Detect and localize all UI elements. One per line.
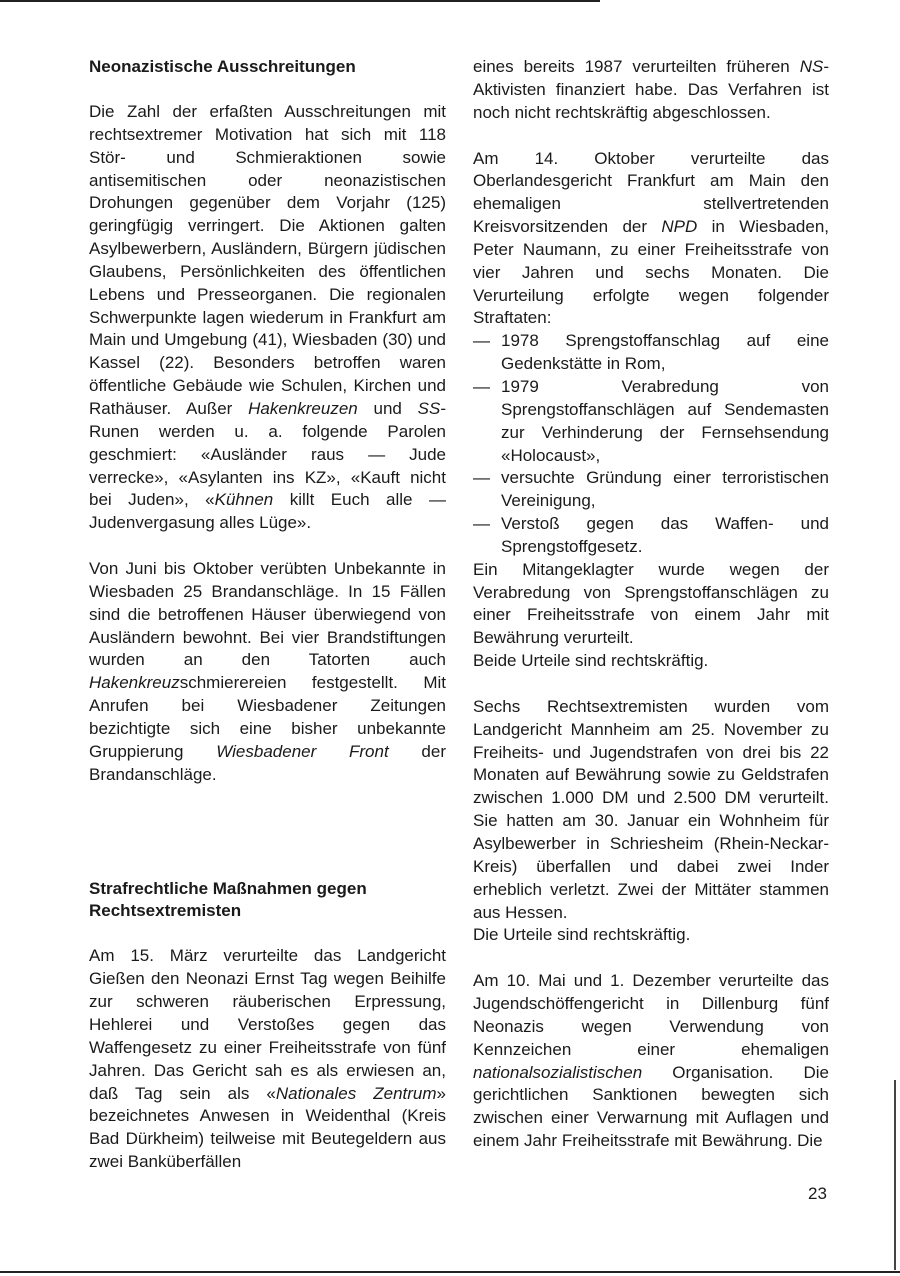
list-item: — versuchte Gründung einer terroristischen Vereinigung, — [473, 467, 829, 513]
right-edge-rule — [894, 1080, 896, 1270]
list-item: — Verstoß gegen das Waffen- und Sprengstoffgesetz. — [473, 513, 829, 559]
list-item: — 1978 Sprengstoffanschlag auf eine Gedenkstätte in Rom, — [473, 330, 829, 376]
paragraph-landgericht-mannheim: Sechs Rechtsextremisten wurden vom Landgericht Mannheim am 25. November zu Freiheits- und Jugendstrafen von drei bis 22 Monaten auf Bewährung sowie zu Geldstrafen zwischen 1.000 DM und 2.500 DM verurteilt. Sie hatten am 30. Januar ein Wohnheim für Asylbewerber in Schriesheim (Rhein-Neckar-Kreis) überfallen und dabei zwei Inder erheblich verletzt. Zwei der Mittäter stammen aus Hessen. — [473, 696, 829, 922]
paragraph-jugendschoeffengericht: Am 10. Mai und 1. Dezember verurteilte das Jugendschöffengericht in Dillenburg fünf Neonazis wegen Verwendung von Kennzeichen einer ehemaligen nationalsozialistischen Organisation. Die gerichtlichen Sanktionen bewegten sich zwischen einer Verwarnung mit Auflagen und einem Jahr Freiheitsstrafe mit Bewährung. Die — [473, 971, 829, 1151]
paragraph-brandanschlaege: Von Juni bis Oktober verübten Unbekannte in Wiesbaden 25 Brandanschläge. In 15 Fällen sind die betroffenen Häuser überwiegend von Ausländern bewohnt. Bei vier Brandstiftungen wurden an den Tatorten auch Hakenkreuzschmierereien festgestellt. Mit Anrufen bei Wiesbadener Zeitungen bezichtigte sich eine bisher unbekannte Gruppierung Wiesbadener Front der Brandanschläge. — [89, 559, 446, 784]
paragraph-mitangeklagter: Ein Mitangeklagter wurde wegen der Verabredung von Sprengstoffanschlägen zu einer Freiheitsstrafe von einem Jahr mit Bewährung verurteilt. — [473, 559, 829, 648]
paragraph-landgericht-giessen: Am 15. März verurteilte das Landgericht Gießen den Neonazi Ernst Tag wegen Beihilfe zur schweren räuberischen Erpressung, Hehlerei und Verstoßes gegen das Waffengesetz zu einer Freiheitsstrafe von fünf Jahren. Das Gericht sah es als erwiesen an, daß Tag sein als «Nationales Zentrum» bezeichnetes Anwesen in Weidenthal (Kreis Bad Dürkheim) teilweise mit Beutegeldern aus zwei Banküberfällen — [89, 946, 446, 1172]
left-column — [89, 56, 446, 1174]
paragraph-oberlandesgericht: Am 14. Oktober verurteilte das Oberlandesgericht Frankfurt am Main den ehemaligen stellvertretenden Kreisvorsitzenden der NPD in Wiesbaden, Peter Naumann, zu einer Freiheitsstrafe von vier Jahren und sechs Monaten. Die Verurteilung erfolgte wegen folgender Straftaten: — [473, 148, 829, 328]
paragraph-ns-aktivisten: eines bereits 1987 verurteilten früheren NS-Aktivisten finanziert habe. Das Verfahren ist noch nicht rechtskräftig abgeschlossen. — [473, 57, 829, 122]
list-item: — 1979 Verabredung von Sprengstoffanschlägen auf Sendemasten zur Verhinderung der Fernsehsendung «Holocaust», — [473, 376, 829, 467]
bottom-rule — [0, 1271, 900, 1273]
page-number: 23 — [808, 1184, 827, 1203]
paragraph-urteile-rechtskraeftig: Beide Urteile sind rechtskräftig. — [473, 651, 709, 671]
right-column — [473, 56, 829, 1153]
offense-list — [473, 330, 829, 558]
top-rule — [0, 0, 600, 2]
section-heading-strafrecht: Strafrechtliche Maßnahmen gegen Rechtsextremisten — [89, 879, 367, 921]
paragraph-ausschreitungen: Die Zahl der erfaßten Ausschreitungen mit rechtsextremer Motivation hat sich mit 118 Stör- und Schmieraktionen sowie antisemitischen oder neonazistischen Drohungen gegenüber dem Vorjahr (125) geringfügig verringert. Die Aktionen galten Asylbewerbern, Ausländern, Bürgern jüdischen Glaubens, Persönlichkeiten des öffentlichen Lebens und Presseorganen. Die regionalen Schwerpunkte lagen wiederum in Frankfurt am Main und Umgebung (41), Wiesbaden (30) und Kassel (22). Besonders betroffen waren öffentliche Gebäude wie Schulen, Kirchen und Rathäuser. Außer Hakenkreuzen und SS-Runen werden u. a. folgende Parolen geschmiert: «Ausländer raus — Jude verrecke», «Asylanten ins KZ», «Kauft nicht bei Juden», «Kühnen killt Euch alle — Judenvergasung alles Lüge». — [89, 102, 446, 533]
paragraph-urteile-rechtskraeftig-2: Die Urteile sind rechtskräftig. — [473, 925, 691, 945]
section-heading-neonazi: Neonazistische Ausschreitungen — [89, 57, 356, 76]
